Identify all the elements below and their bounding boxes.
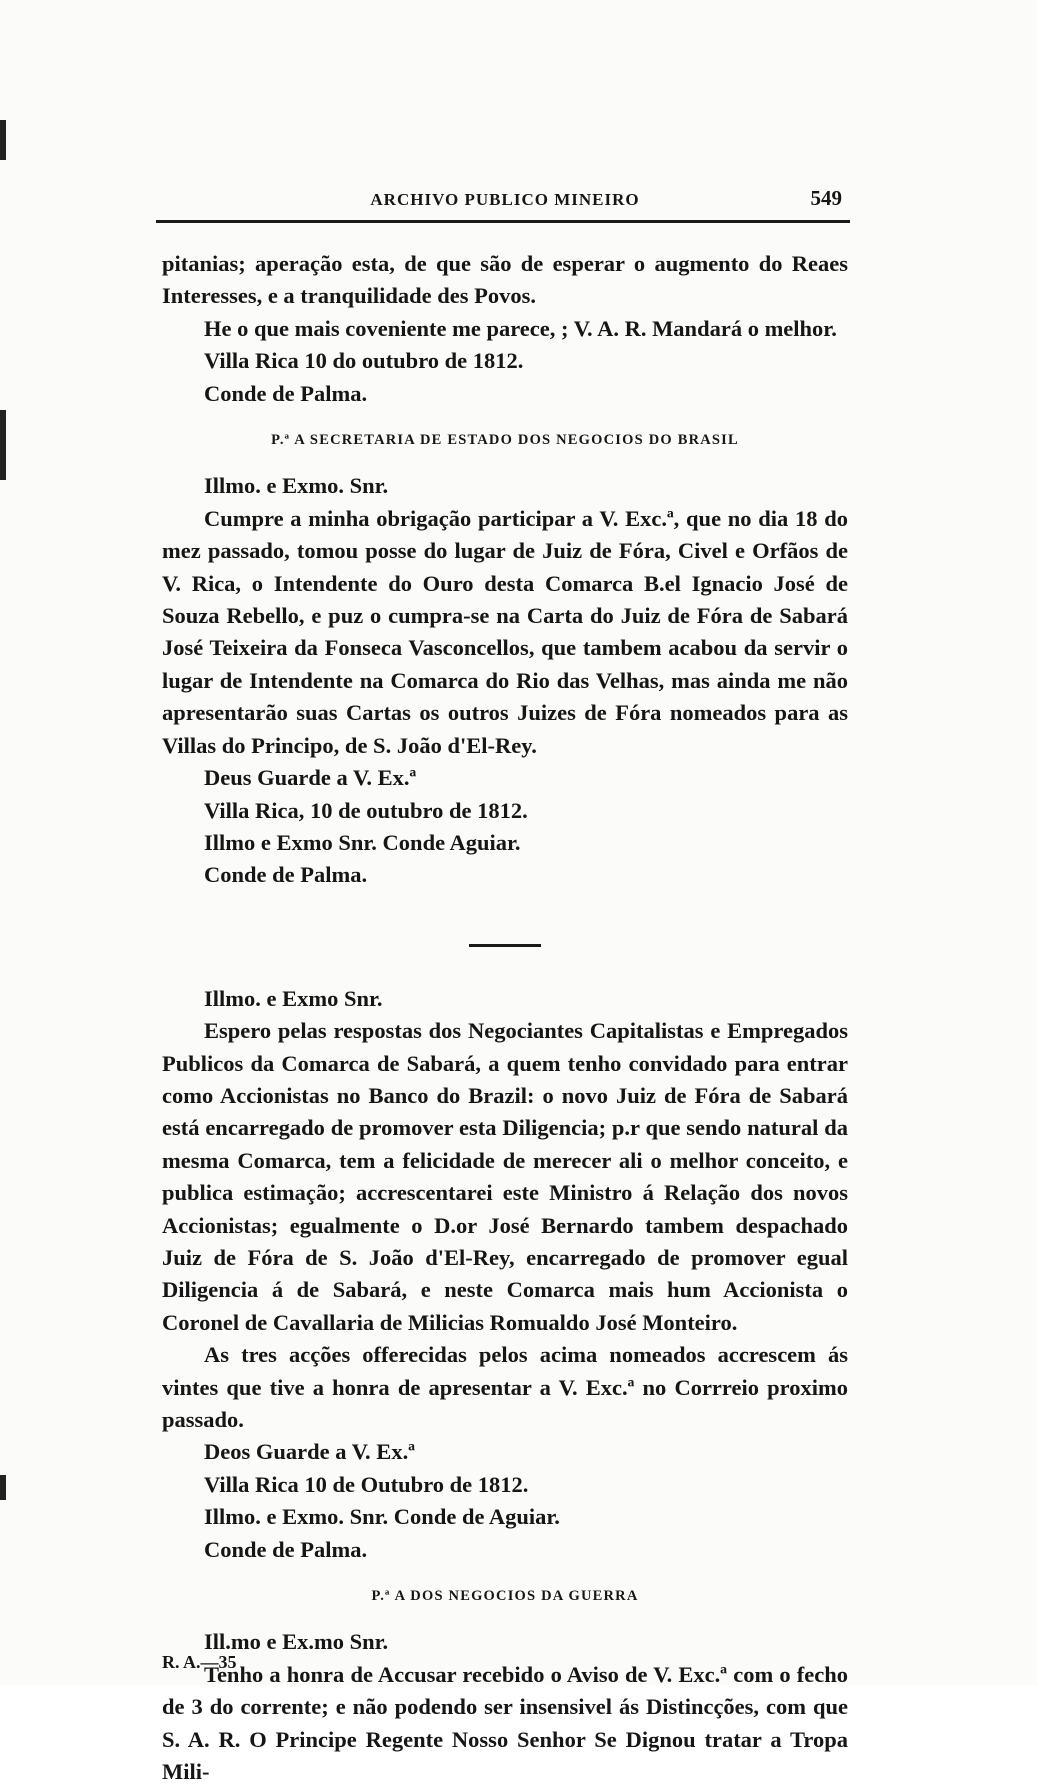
dateline: Villa Rica 10 de Outubro de 1812. [204,1471,529,1497]
paragraph: Tenho a honra de Accusar recebido o Aviso de V. Exc.ª com o fecho de 3 do corrente; e não podendo ser insensivel ás Distincções, com que S. A. R. O Principe Regente Nosso Senhor Se Dignou tratar a Tropa Mili- [162,1661,848,1785]
scan-edge-mark [0,1475,6,1500]
running-title: ARCHIVO PUBLICO MINEIRO [370,190,640,209]
section-heading: P.ª A SECRETARIA DE ESTADO DOS NEGOCIOS DO BRASIL [271,432,739,449]
paragraph: pitanias; aperação esta, de que são de esperar o augmento do Reaes Interesses, e a tranquilidade des Povos. [162,251,848,309]
header-rule [156,220,850,223]
signature: Conde de Palma. [204,862,368,888]
signature: Conde de Palma. [204,380,368,406]
addressee: Illmo e Exmo Snr. Conde Aguiar. [204,829,521,855]
page-number: 549 [810,186,842,210]
addressee: Illmo. e Exmo. Snr. Conde de Aguiar. [204,1504,560,1530]
body-text [162,248,848,1788]
paragraph: He o que mais coveniente me parece, ; V. A. R. Mandará o melhor. [204,315,837,341]
salutation: Illmo. e Exmo. Snr. [204,473,389,499]
dateline: Villa Rica 10 do outubro de 1812. [204,348,524,374]
section-heading: P.ª A DOS NEGOCIOS DA GUERRA [371,1588,639,1605]
running-header [160,186,850,216]
paragraph: As tres acções offerecidas pelos acima nomeados accrescem ás vintes que tive a honra de apresentar a V. Exc.ª no Corrreio proximo passado. [162,1342,848,1432]
closing: Deus Guarde a V. Ex.ª [204,765,417,791]
salutation: Ill.mo e Ex.mo Snr. [204,1629,389,1655]
scan-edge-mark [0,120,6,160]
signature: Conde de Palma. [204,1536,368,1562]
paragraph: Cumpre a minha obrigação participar a V. Exc.ª, que no dia 18 do mez passado, tomou posse do lugar de Juiz de Fóra, Civel e Orfãos de V. Rica, o Intendente do Ouro desta Comarca B.el Ignacio José de Souza Rebello, e puz o cumpra-se na Carta do Juiz de Fóra de Sabará José Teixeira da Fonseca Vasconcellos, que tambem acabou da servir o lugar de Intendente na Comarca do Rio das Velhas, mas ainda me não apresentarão suas Cartas os outros Juizes de Fóra nomeados para as Villas do Principo, de S. João d'El-Rey. [162,505,848,758]
salutation: Illmo. e Exmo Snr. [204,985,383,1011]
section-separator [469,944,541,947]
dateline: Villa Rica, 10 de outubro de 1812. [204,797,528,823]
closing: Deos Guarde a V. Ex.ª [204,1439,415,1465]
paragraph: Espero pelas respostas dos Negociantes Capitalistas e Empregados Publicos da Comarca de Sabará, a quem tenho convidado para entrar como Accionistas no Banco do Brazil: o novo Juiz de Fóra de Sabará está encarregado de promover esta Diligencia; p.r que sendo natural da mesma Comarca, tem a felicidade de merecer ali o melhor conceito, e publica estimação; accrescentarei este Ministro á Relação dos novos Accionistas; egualmente o D.or José Bernardo tambem despachado Juiz de Fóra de S. João d'El-Rey, encarregado de promover egual Diligencia á de Sabará, e neste Comarca mais hum Accionista o Coronel de Cavallaria de Milicias Romualdo José Monteiro. [162,1018,848,1335]
scan-edge-mark [0,410,6,480]
signature-mark: R. A.—35 [162,1652,237,1672]
